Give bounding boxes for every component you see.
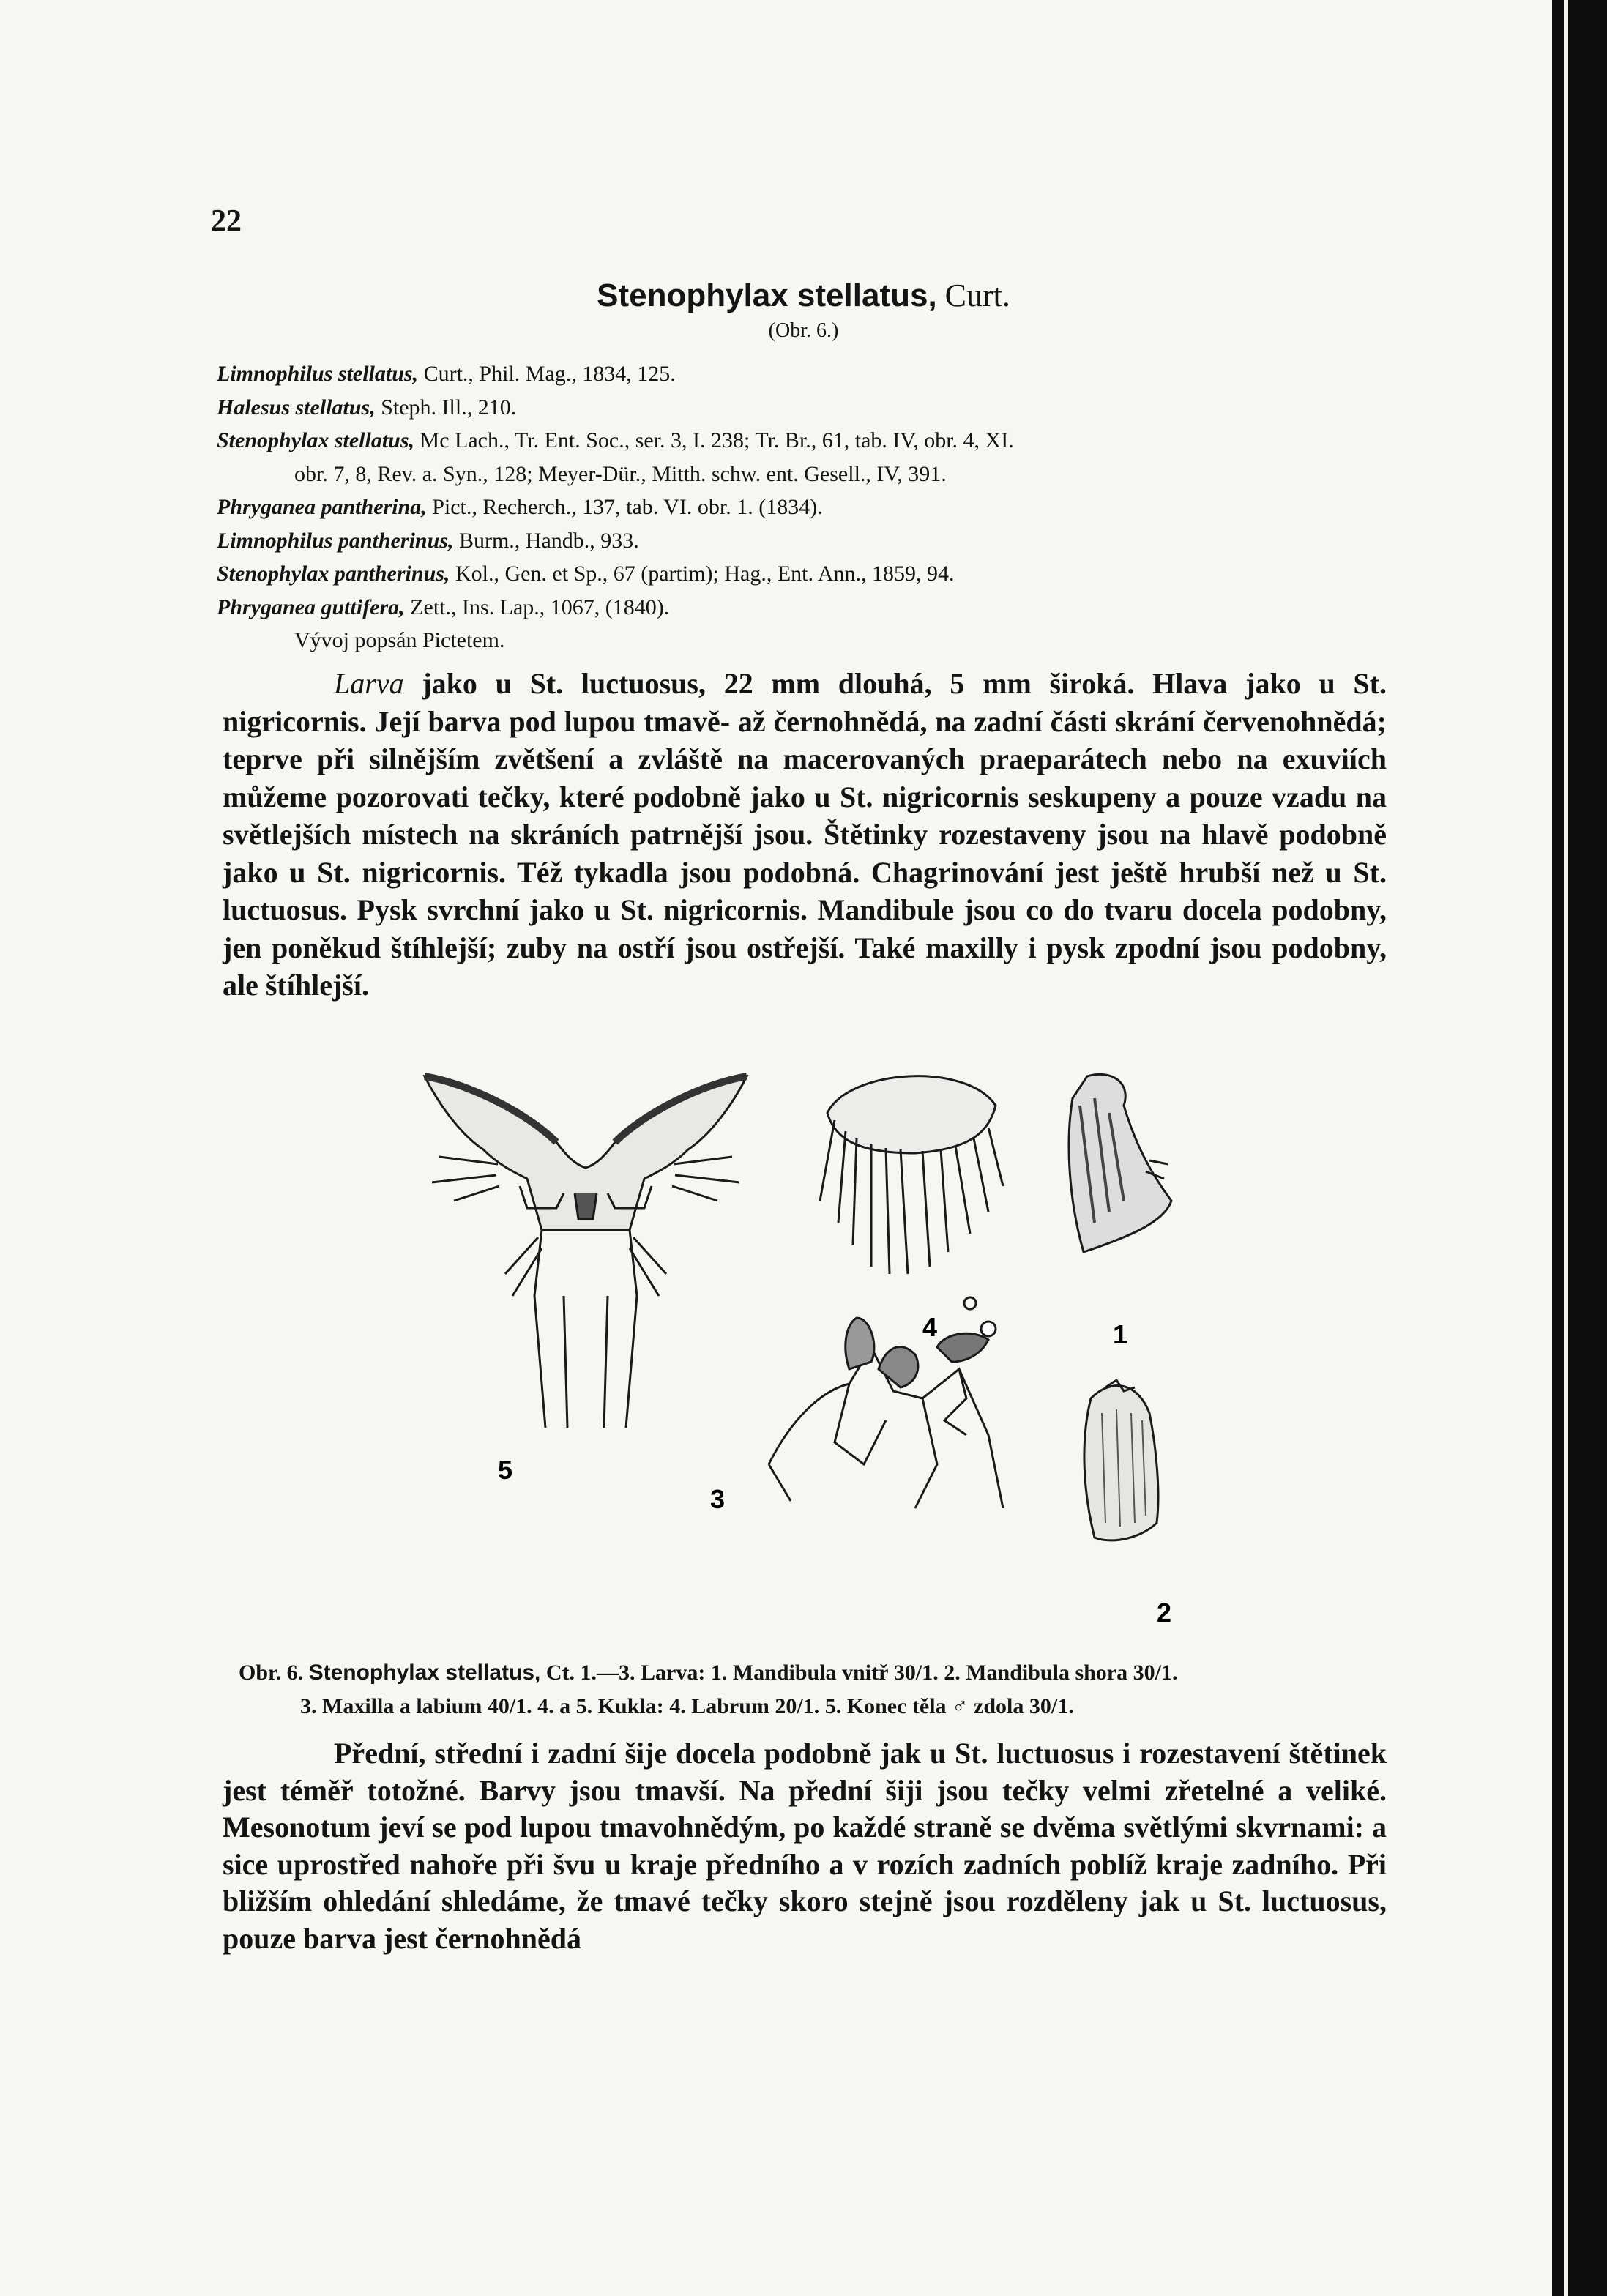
caption-line1: Ct. 1.—3. Larva: 1. Mandibula vnitř 30/1. 2. Mandibula shora 30/1. [545,1660,1178,1685]
page-edge-strip [1564,0,1568,2296]
page-number: 22 [211,204,242,238]
figure-label-2: 2 [1157,1598,1172,1628]
synonym-entry: Stenophylax pantherinus, Kol., Gen. et Sp., 67 (partim); Hag., Ent. Ann., 1859, 94. [217,562,955,586]
synonym-entry: Stenophylax stellatus, Mc Lach., Tr. Ent. Soc., ser. 3, I. 238; Tr. Br., 61, tab. IV, obr. 4, XI. [217,428,1014,452]
caption-line2: 3. Maxilla a labium 40/1. 4. a 5. Kukla: 4. Labrum 20/1. 5. Konec těla ♂ zdola 30/1. [300,1694,1074,1718]
caption-prefix: Obr. 6. [239,1660,304,1685]
figure-label-5: 5 [498,1455,513,1485]
species-author: Curt. [944,277,1010,313]
synonymy-list [217,357,1395,657]
larva-paragraph [223,665,1387,1004]
figure-drawings [410,1054,1230,1669]
figure-caption [239,1656,1403,1723]
larva-lead: Larva [334,667,404,700]
figure-label-4: 4 [922,1312,938,1342]
larva-text: jako u St. luctuosus, 22 mm dlouhá, 5 mm široká. Hlava jako u St. nigricornis. Její barva pod lupou tmavě- až černohnědá, na zadní části skrání červenohnědá; teprve při silnějším zvětšení a zvláště na macerovaných praeparátech nebo na exuviích můžeme pozorovati tečky, které podobně jako u St. nigricornis seskupeny a pouze vzadu na světlejších místech na skráních patrnější jsou. Štětinky rozestaveny jsou na hlavě podobně jako u St. nigricornis. Též tykadla jsou podobná. Chagrinování jest ještě hrubší než u St. luctuosus. Pysk svrchní jako u St. nigricornis. Mandibule jsou co do tvaru docela podobny, jen poněkud štíhlejší; zuby na ostří jsou ostřejší. Také maxilly i pysk zpodní jsou podobny, ale štíhlejší. [223,667,1387,1002]
drawing-2-mandible-top [1084,1380,1158,1540]
synonym-entry: Phryganea pantherina, Pict., Recherch., 137, tab. VI. obr. 1. (1834). [217,495,823,519]
figure-label-1: 1 [1113,1319,1128,1349]
drawing-1-mandible-inner [1069,1074,1171,1252]
neck-text: Přední, střední i zadní šije docela podobně jak u St. luctuosus i rozestavení štětinek jest téměř totožné. Barvy jsou tmavší. Na přední šiji jsou tečky velmi zřetelné a veliké. Mesonotum jeví se pod lupou tmavohnědým, po každé straně se dvěma světlými skvrnami: a sice uprostřed nahoře při švu u kraje předního a v rozích zadních poblíž kraje zadního. Při bližším ohledání shledáme, že tmavé tečky skoro stejně jsou rozděleny jak u St. luctuosus, pouze barva jest černohnědá [223,1737,1387,1955]
figure-label-3: 3 [710,1484,726,1514]
synonym-continuation: obr. 7, 8, Rev. a. Syn., 128; Meyer-Dür., Mitth. schw. ent. Gesell., IV, 391. [294,461,947,486]
figure-6 [410,1054,1230,1669]
synonym-entry: Limnophilus stellatus, Curt., Phil. Mag., 1834, 125. [217,362,676,386]
drawing-3-maxilla-labium [769,1297,1003,1508]
species-name: Stenophylax stellatus, [597,277,937,313]
development-note: Vývoj popsán Pictetem. [294,628,505,652]
figure-reference: (Obr. 6.) [768,319,839,342]
synonym-entry: Phryganea guttifera, Zett., Ins. Lap., 1067, (1840). [217,594,670,619]
neck-paragraph [223,1735,1387,1957]
species-title [0,277,1607,314]
drawing-5-abdomen-end [425,1076,747,1428]
caption-species: Stenophylax stellatus, [308,1660,541,1685]
synonym-entry: Limnophilus pantherinus, Burm., Handb., 933. [217,528,639,553]
synonym-entry: Halesus stellatus, Steph. Ill., 210. [217,395,517,420]
drawing-4-labrum [820,1076,1003,1274]
